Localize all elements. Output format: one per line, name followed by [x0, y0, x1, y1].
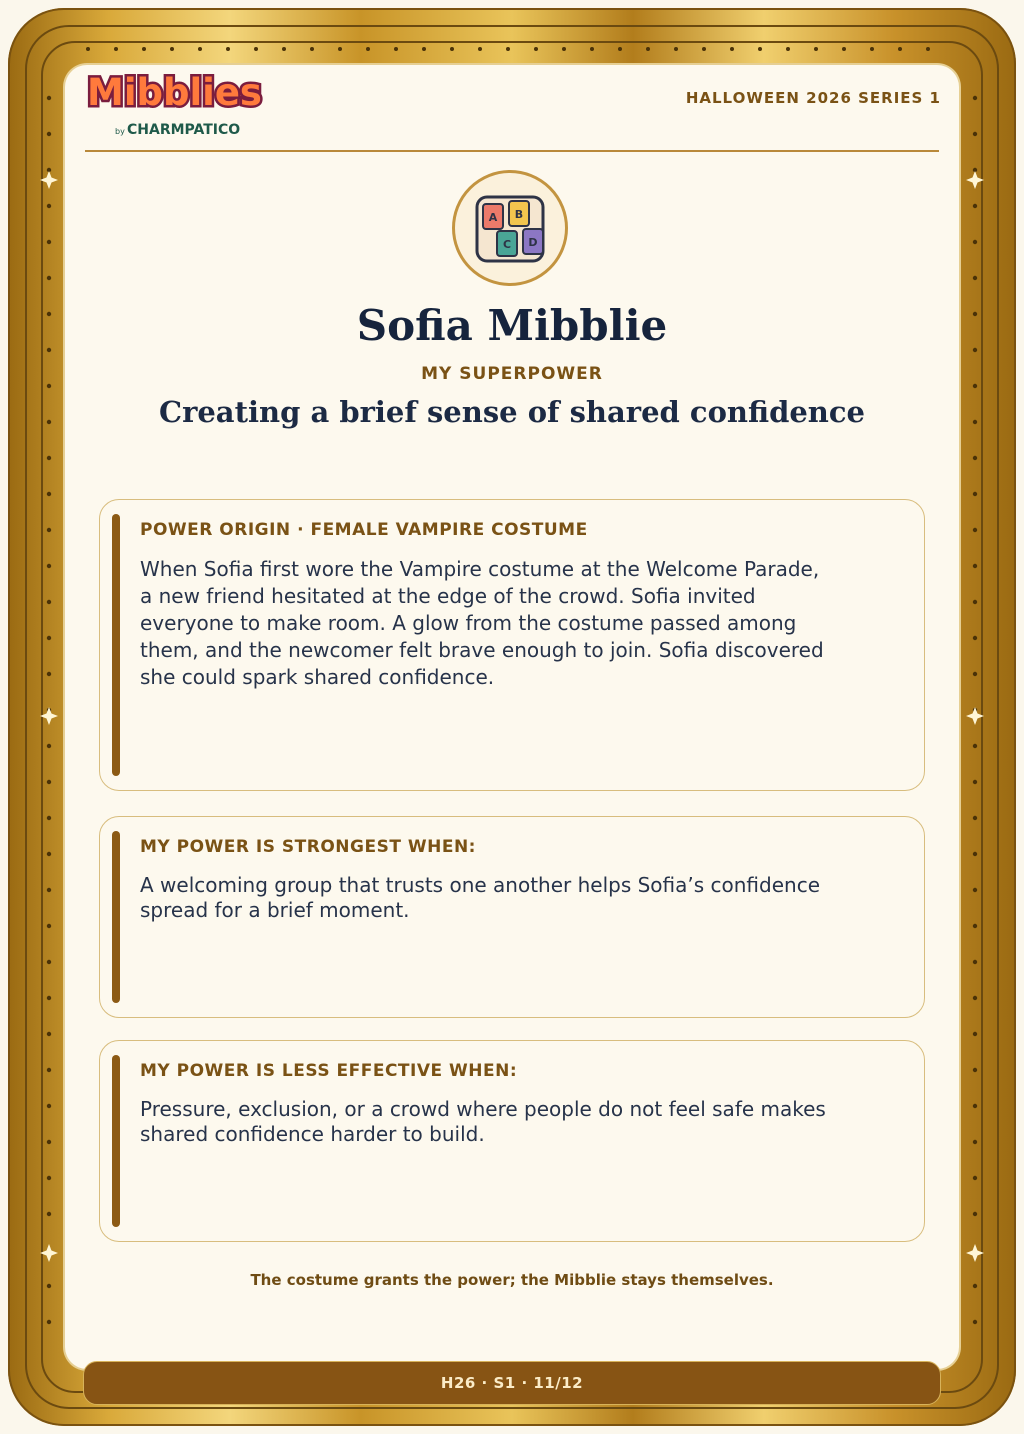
superpower-text: Creating a brief sense of shared confidence	[159, 395, 865, 429]
frame-dot	[973, 672, 977, 676]
frame-dot	[47, 600, 51, 604]
frame-dot	[47, 240, 51, 244]
frame-dot	[973, 204, 977, 208]
frame-dot	[973, 240, 977, 244]
frame-dot	[47, 1032, 51, 1036]
logo-byline-by: by	[115, 127, 125, 136]
sparkle-ornament	[40, 171, 58, 189]
superpower-label: MY SUPERPOWER	[421, 364, 603, 384]
frame-dot	[973, 1284, 977, 1288]
frame-dot	[506, 47, 510, 51]
frame-dot	[47, 672, 51, 676]
frame-dot	[47, 888, 51, 892]
frame-dot	[973, 492, 977, 496]
logo-byline-maker: CHARMPATICO	[127, 122, 241, 138]
frame-dot	[47, 528, 51, 532]
frame-dot	[973, 96, 977, 100]
frame-dot	[618, 47, 622, 51]
power-origin-box	[99, 499, 925, 791]
sparkle-ornament	[966, 171, 984, 189]
frame-dot	[702, 47, 706, 51]
box-heading: MY POWER IS STRONGEST WHEN:	[140, 837, 476, 857]
box-body: When Sofia first wore the Vampire costume at the Welcome Parade, a new friend hesitated at the edge of the crowd. Sofia invited everyone to make room. A glow from the costume passed among them, and the newcomer felt brave enough to join. Sofia discovered she could spark shared confidence.	[140, 557, 824, 689]
frame-dot	[898, 47, 902, 51]
frame-dot	[674, 47, 678, 51]
box-heading: POWER ORIGIN · FEMALE VAMPIRE COSTUME	[140, 520, 588, 540]
svg-text:D: D	[528, 236, 538, 249]
frame-dot	[47, 1068, 51, 1072]
frame-dot	[170, 47, 174, 51]
abc-blocks-icon	[475, 193, 547, 265]
frame-dot	[814, 47, 818, 51]
frame-dot	[47, 420, 51, 424]
frame-dot	[47, 924, 51, 928]
box-body: A welcoming group that trusts one another helps Sofia’s confidence spread for a brief moment.	[140, 873, 821, 922]
frame-dot	[786, 47, 790, 51]
frame-dot	[47, 1284, 51, 1288]
frame-dot	[47, 492, 51, 496]
frame-dot	[226, 47, 230, 51]
svg-text:B: B	[514, 208, 524, 221]
frame-dot	[973, 744, 977, 748]
frame-dot	[366, 47, 370, 51]
frame-dot	[973, 312, 977, 316]
frame-dot	[254, 47, 258, 51]
frame-dot	[758, 47, 762, 51]
series-label: HALLOWEEN 2026 SERIES 1	[685, 89, 941, 107]
frame-dot	[973, 816, 977, 820]
frame-dot	[973, 1212, 977, 1216]
frame-dot	[47, 1320, 51, 1324]
frame-dot	[422, 47, 426, 51]
frame-dot	[47, 384, 51, 388]
frame-dot	[47, 348, 51, 352]
frame-dot	[47, 744, 51, 748]
frame-dot	[47, 276, 51, 280]
frame-dot	[973, 1320, 977, 1324]
frame-dot	[47, 564, 51, 568]
box-body: Pressure, exclusion, or a crowd where people do not feel safe makes shared confidence harder to build.	[140, 1097, 826, 1146]
trading-card	[8, 8, 1016, 1426]
frame-dot	[562, 47, 566, 51]
accent-bar	[112, 1055, 120, 1227]
frame-dot	[973, 456, 977, 460]
frame-dot	[47, 816, 51, 820]
frame-dot	[973, 852, 977, 856]
card-tagline: The costume grants the power; the Mibblie stays themselves.	[250, 1271, 774, 1289]
frame-dot	[973, 132, 977, 136]
frame-dot	[973, 1104, 977, 1108]
sparkle-ornament	[40, 1244, 58, 1262]
frame-dot	[973, 348, 977, 352]
frame-dot	[973, 996, 977, 1000]
frame-dot	[310, 47, 314, 51]
frame-dot	[47, 96, 51, 100]
frame-dot	[646, 47, 650, 51]
frame-dot	[534, 47, 538, 51]
frame-dot	[86, 47, 90, 51]
frame-dot	[47, 996, 51, 1000]
character-name: Sofia Mibblie	[356, 301, 668, 350]
frame-dot	[973, 888, 977, 892]
frame-dot	[973, 924, 977, 928]
frame-dot	[842, 47, 846, 51]
card-panel	[65, 65, 959, 1369]
frame-dot	[973, 276, 977, 280]
frame-dot	[973, 528, 977, 532]
frame-dot	[338, 47, 342, 51]
header-divider	[85, 150, 939, 152]
frame-dot	[973, 1068, 977, 1072]
frame-dot	[450, 47, 454, 51]
frame-dot	[973, 600, 977, 604]
frame-dot	[47, 1176, 51, 1180]
frame-dot	[973, 960, 977, 964]
frame-dot	[47, 1212, 51, 1216]
less-effective-when-box	[99, 1040, 925, 1242]
frame-dot	[973, 420, 977, 424]
frame-dot	[730, 47, 734, 51]
frame-dot	[282, 47, 286, 51]
frame-dot	[926, 47, 930, 51]
svg-text:C: C	[502, 238, 512, 251]
frame-dot	[142, 47, 146, 51]
frame-dot	[47, 204, 51, 208]
frame-dot	[590, 47, 594, 51]
frame-dot	[973, 1032, 977, 1036]
frame-dot	[973, 1176, 977, 1180]
frame-dot	[973, 564, 977, 568]
card-code-footer: H26 · S1 · 11/12	[83, 1361, 941, 1405]
frame-dot	[47, 636, 51, 640]
frame-dot	[47, 960, 51, 964]
character-emblem	[452, 170, 568, 286]
logo-wordmark: Mibblies	[87, 71, 262, 114]
frame-dot	[47, 132, 51, 136]
strongest-when-box	[99, 816, 925, 1018]
frame-dot	[47, 852, 51, 856]
frame-dot	[973, 384, 977, 388]
sparkle-ornament	[966, 1244, 984, 1262]
frame-dot	[47, 1104, 51, 1108]
frame-dot	[394, 47, 398, 51]
frame-dot	[478, 47, 482, 51]
frame-dot	[973, 1140, 977, 1144]
frame-dot	[47, 1140, 51, 1144]
box-heading: MY POWER IS LESS EFFECTIVE WHEN:	[140, 1061, 518, 1081]
svg-text:A: A	[488, 211, 498, 224]
frame-dot	[114, 47, 118, 51]
mibblies-logo	[85, 67, 285, 145]
frame-dot	[198, 47, 202, 51]
frame-dot	[47, 456, 51, 460]
sparkle-ornament	[966, 707, 984, 725]
accent-bar	[112, 514, 120, 776]
accent-bar	[112, 831, 120, 1003]
frame-dot	[47, 780, 51, 784]
frame-dot	[47, 312, 51, 316]
frame-dot	[973, 636, 977, 640]
sparkle-ornament	[40, 707, 58, 725]
frame-dot	[870, 47, 874, 51]
frame-dot	[973, 780, 977, 784]
